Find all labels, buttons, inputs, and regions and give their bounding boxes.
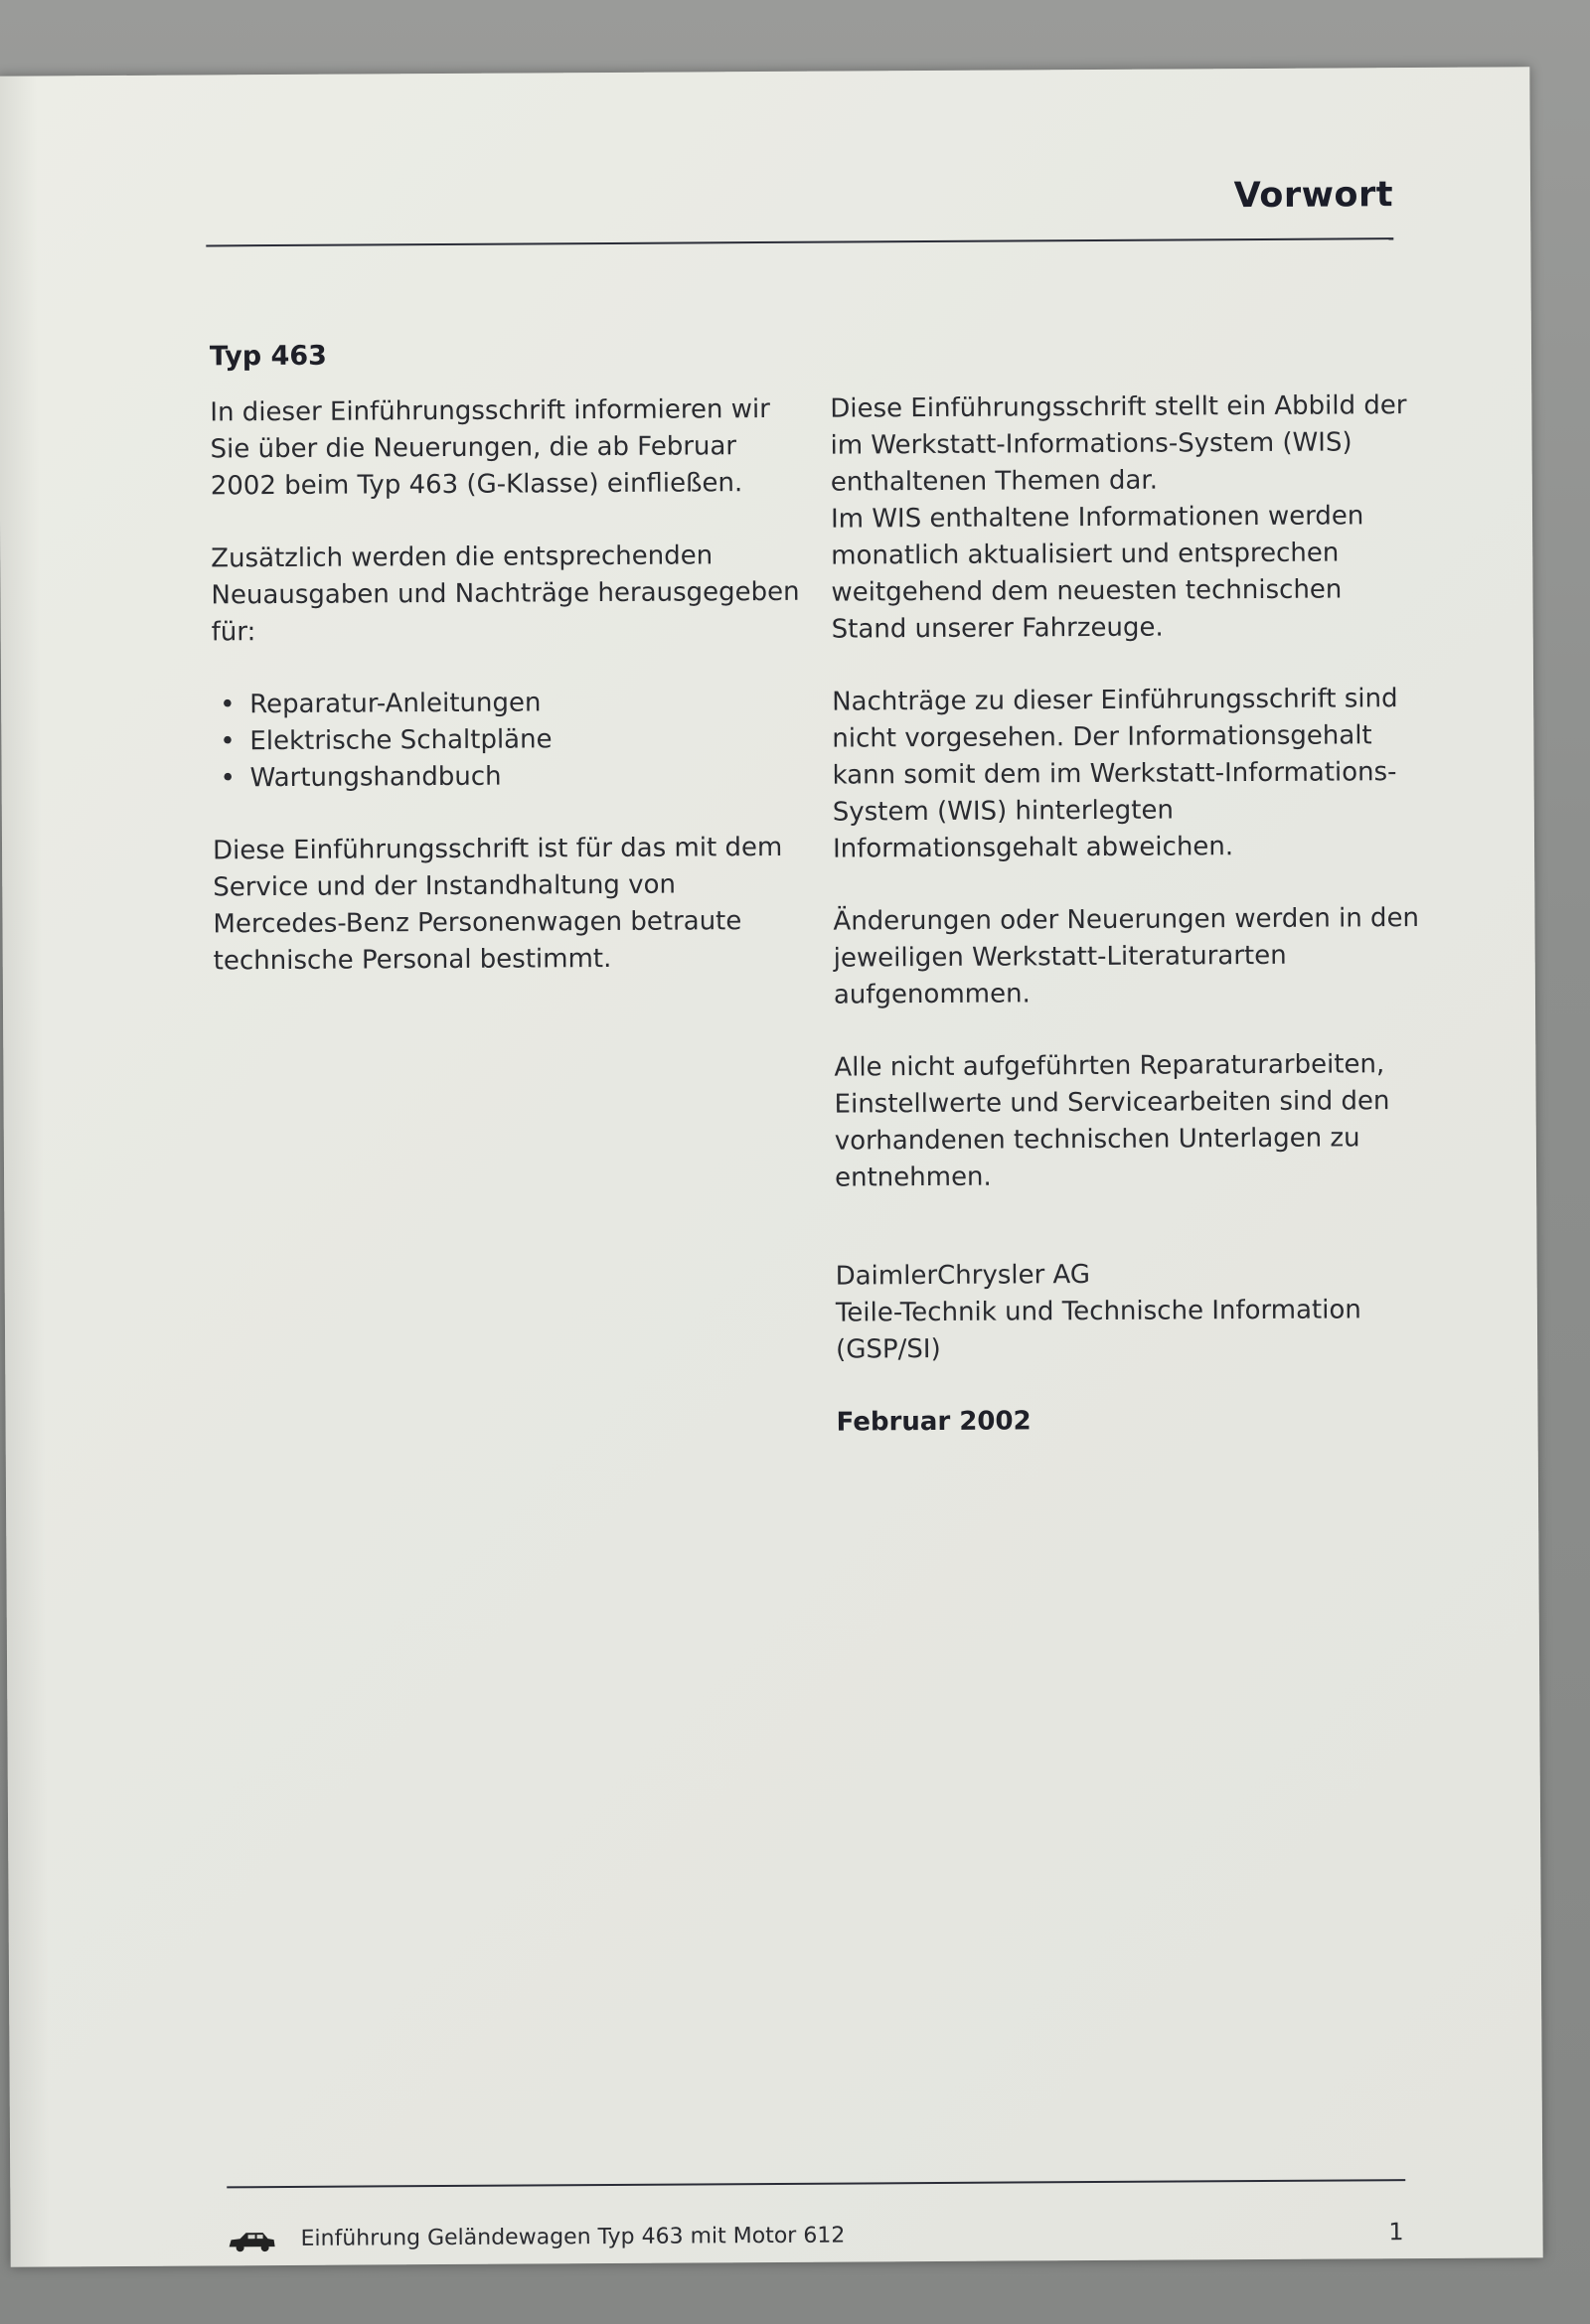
right-column — [830, 387, 1432, 1442]
list-item: • Wartungshandbuch — [249, 757, 808, 797]
footer-title: Einführung Geländewagen Typ 463 mit Motor 612 — [300, 2223, 846, 2251]
bullet-icon: • — [220, 726, 236, 757]
signature-block: DaimlerChrysler AG Teile-Technik und Technische Information (GSP/SI) — [835, 1260, 1361, 1365]
publication-date: Februar 2002 — [836, 1406, 1032, 1438]
header-divider — [206, 237, 1393, 246]
additional-paragraph: Zusätzlich werden die entsprechenden Neuausgaben und Nachträge herausgegeben für: — [211, 541, 800, 648]
page-footer — [227, 2218, 1405, 2264]
intro-paragraph: In dieser Einführungsschrift informieren wir Sie über die Neuerungen, die ab Februar 2002 beim Typ 463 (G-Klasse) einfließen. — [210, 393, 770, 502]
car-icon — [228, 2229, 277, 2252]
bullet-icon: • — [220, 690, 236, 720]
changes-paragraph: Änderungen oder Neuerungen werden in den jeweiligen Werkstatt-Literaturarten aufgenommen. — [833, 903, 1420, 1010]
supplements-paragraph: Nachträge zu dieser Einführungsschrift sind nicht vorgesehen. Der Informationsgehalt kann somit dem im Werkstatt-Informations- System (WIS) hinterlegten Informationsgehalt abweichen. — [832, 684, 1398, 864]
audience-paragraph: Diese Einführungsschrift ist für das mit dem Service und der Instandhaltung von Mercedes-Benz Personenwagen betraute technische Personal bestimmt. — [212, 832, 783, 977]
wis-paragraph: Diese Einführungsschrift stellt ein Abbild der im Werkstatt-Informations-System (WIS) enthaltenen Themen dar. Im WIS enthaltene Informationen werden monatlich aktualisiert und entsprechen weitgehend dem neuesten technischen Stand unserer Fahrzeuge. — [830, 390, 1407, 645]
section-heading: Typ 463 — [209, 340, 328, 373]
page-number: 1 — [1388, 2218, 1404, 2247]
page-fold-shadow — [0, 76, 51, 2266]
list-item: • Reparatur-Anleitungen — [249, 684, 808, 723]
list-item: • Elektrische Schaltpläne — [249, 720, 808, 760]
footer-divider — [227, 2179, 1405, 2188]
other-work-paragraph: Alle nicht aufgeführten Reparaturarbeiten, Einstellwerte und Servicearbeiten sind den vorhandenen technischen Unterlagen zu entnehmen. — [834, 1049, 1390, 1193]
document-page — [0, 67, 1543, 2266]
publication-list — [212, 684, 809, 798]
left-column — [210, 391, 810, 1016]
bullet-icon: • — [220, 763, 237, 794]
page-title: Vorwort — [1233, 175, 1394, 217]
